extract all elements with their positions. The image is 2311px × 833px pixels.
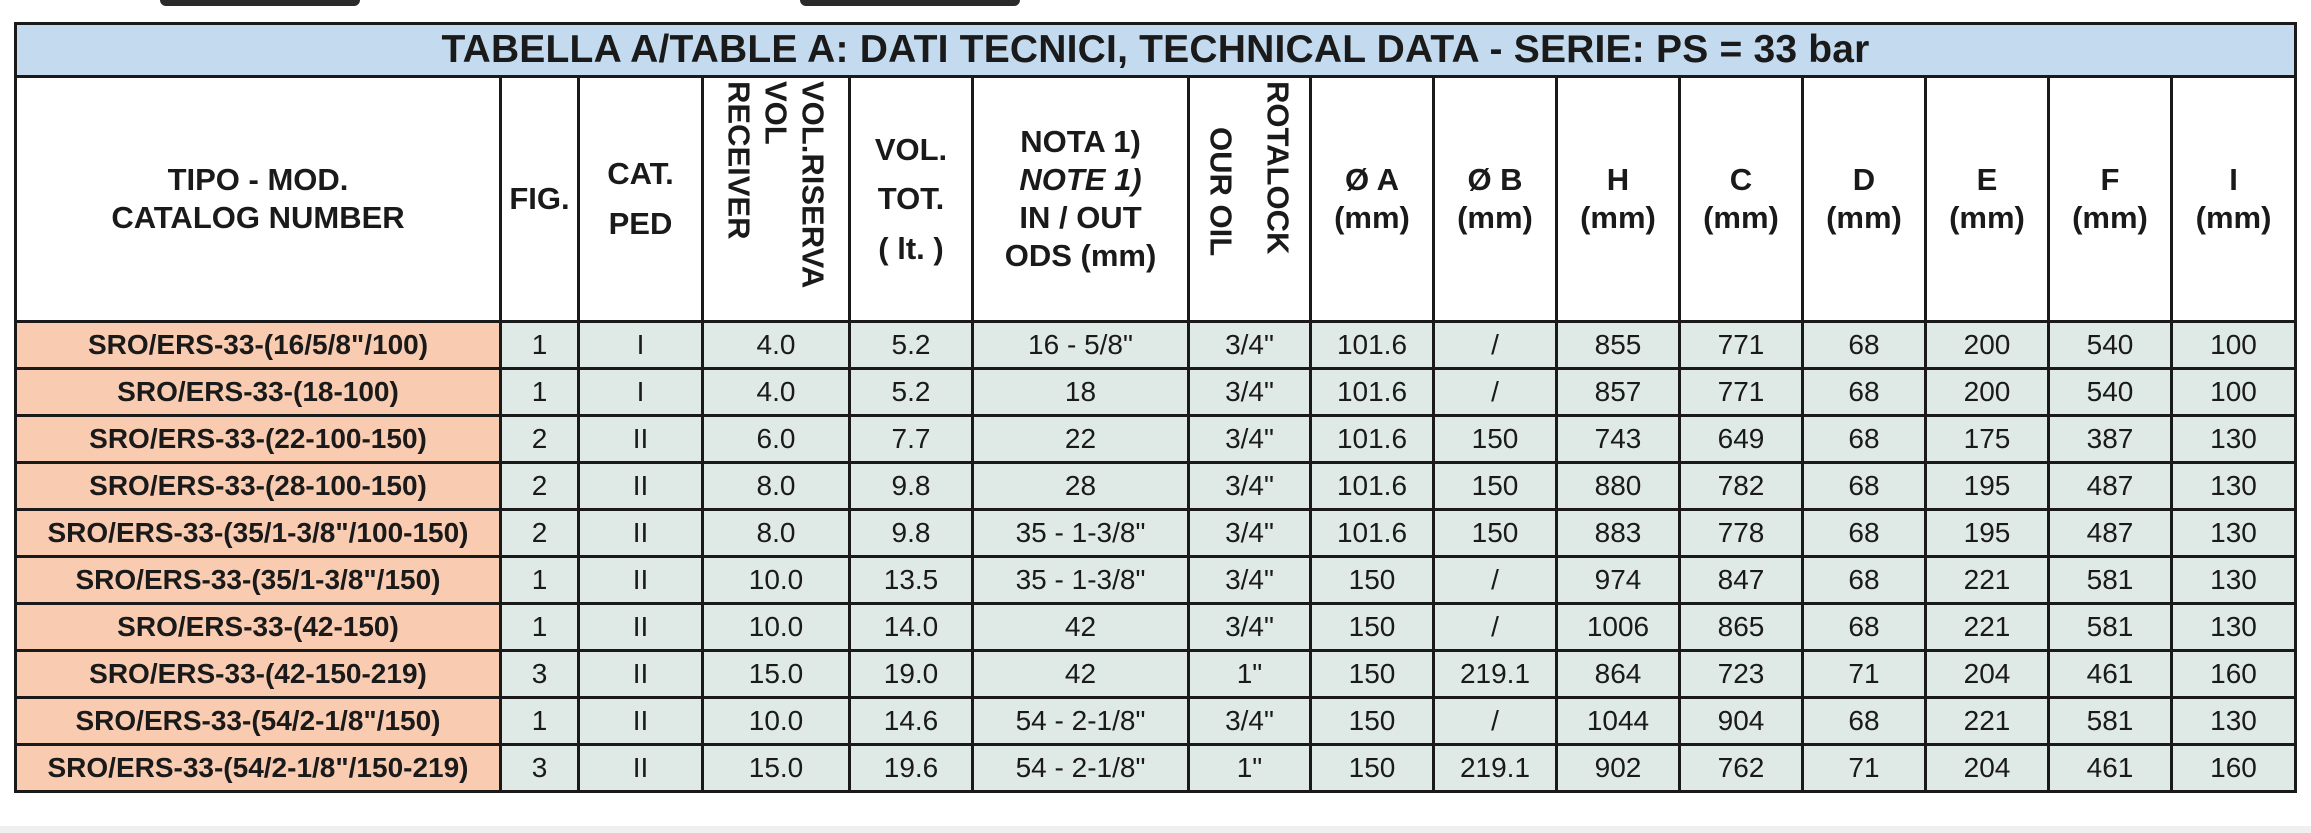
cell-d: 68 xyxy=(1803,369,1926,416)
header-nota-line4: ODS (mm) xyxy=(1004,237,1157,273)
header-d-line2: (mm) xyxy=(1826,200,1902,235)
cell-e: 204 xyxy=(1926,651,2049,698)
cell-rotalock: 3/4" xyxy=(1189,463,1311,510)
cell-d: 68 xyxy=(1803,698,1926,745)
header-vol-riserva-col1: VOL.RISERVA xyxy=(795,81,831,289)
cell-h: 974 xyxy=(1557,557,1680,604)
cell-e: 221 xyxy=(1926,698,2049,745)
cell-model: SRO/ERS-33-(22-100-150) xyxy=(16,416,501,463)
top-decoration-left xyxy=(160,0,360,6)
cell-ods: 35 - 1-3/8" xyxy=(973,510,1189,557)
cell-model: SRO/ERS-33-(28-100-150) xyxy=(16,463,501,510)
cell-ods: 35 - 1-3/8" xyxy=(973,557,1189,604)
cell-f: 487 xyxy=(2049,510,2172,557)
cell-rotalock: 3/4" xyxy=(1189,416,1311,463)
cell-h: 1006 xyxy=(1557,604,1680,651)
header-a-line2: (mm) xyxy=(1334,200,1410,235)
cell-dia-a: 101.6 xyxy=(1311,369,1434,416)
cell-ods: 42 xyxy=(973,604,1189,651)
cell-f: 461 xyxy=(2049,651,2172,698)
header-f-line1: F xyxy=(2100,162,2120,198)
cell-h: 743 xyxy=(1557,416,1680,463)
table-row xyxy=(16,322,2296,369)
cell-e: 195 xyxy=(1926,463,2049,510)
cell-fig: 1 xyxy=(501,369,579,416)
page-bottom-strip xyxy=(0,826,2311,833)
cell-ods: 54 - 2-1/8" xyxy=(973,745,1189,792)
table-row xyxy=(16,510,2296,557)
cell-ods: 54 - 2-1/8" xyxy=(973,698,1189,745)
cell-e: 195 xyxy=(1926,510,2049,557)
cell-fig: 2 xyxy=(501,416,579,463)
header-i xyxy=(2172,77,2296,322)
cell-h: 1044 xyxy=(1557,698,1680,745)
cell-model: SRO/ERS-33-(18-100) xyxy=(16,369,501,416)
header-a xyxy=(1311,77,1434,322)
cell-i: 100 xyxy=(2172,322,2296,369)
cell-c: 771 xyxy=(1680,369,1803,416)
cell-e: 200 xyxy=(1926,322,2049,369)
cell-f: 461 xyxy=(2049,745,2172,792)
header-e-line2: (mm) xyxy=(1949,200,2025,235)
table-row xyxy=(16,463,2296,510)
cell-rotalock: 1" xyxy=(1189,651,1311,698)
cell-dia-b: 150 xyxy=(1434,510,1557,557)
cell-e: 200 xyxy=(1926,369,2049,416)
cell-c: 649 xyxy=(1680,416,1803,463)
cell-h: 902 xyxy=(1557,745,1680,792)
cell-d: 71 xyxy=(1803,745,1926,792)
header-vol-riserva-col2: VOL xyxy=(758,81,794,145)
cell-c: 847 xyxy=(1680,557,1803,604)
cell-dia-b: 150 xyxy=(1434,463,1557,510)
cell-ods: 42 xyxy=(973,651,1189,698)
cell-cat: I xyxy=(579,369,703,416)
cell-dia-b: 150 xyxy=(1434,416,1557,463)
table-row xyxy=(16,651,2296,698)
header-fig: FIG. xyxy=(501,77,579,322)
cell-model: SRO/ERS-33-(54/2-1/8"/150-219) xyxy=(16,745,501,792)
title-row xyxy=(16,24,2296,77)
table-title: TABELLA A/TABLE A: DATI TECNICI, TECHNICAL DATA - SERIE: PS = 33 bar xyxy=(16,24,2296,77)
header-nota xyxy=(973,77,1189,322)
cell-model: SRO/ERS-33-(54/2-1/8"/150) xyxy=(16,698,501,745)
cell-model: SRO/ERS-33-(42-150) xyxy=(16,604,501,651)
header-d xyxy=(1803,77,1926,322)
cell-vol-riserva: 4.0 xyxy=(703,369,850,416)
header-i-line2: (mm) xyxy=(2195,200,2272,235)
cell-vol-riserva: 8.0 xyxy=(703,510,850,557)
header-rotalock-col2: OUR OIL xyxy=(1203,127,1239,257)
cell-cat: II xyxy=(579,651,703,698)
header-i-line1: I xyxy=(2229,162,2238,198)
header-nota-line1: NOTA 1) xyxy=(1020,124,1141,160)
cell-fig: 2 xyxy=(501,463,579,510)
cell-f: 540 xyxy=(2049,322,2172,369)
cell-dia-b: / xyxy=(1434,557,1557,604)
cell-dia-a: 101.6 xyxy=(1311,463,1434,510)
header-model xyxy=(16,77,501,322)
cell-dia-b: 219.1 xyxy=(1434,745,1557,792)
cell-vol-tot: 13.5 xyxy=(850,557,973,604)
cell-vol-tot: 19.6 xyxy=(850,745,973,792)
cell-rotalock: 3/4" xyxy=(1189,322,1311,369)
cell-c: 771 xyxy=(1680,322,1803,369)
header-e-line1: E xyxy=(1976,162,1998,198)
cell-h: 855 xyxy=(1557,322,1680,369)
cell-cat: II xyxy=(579,463,703,510)
header-rotalock-col1: ROTALOCK xyxy=(1260,81,1296,255)
cell-i: 130 xyxy=(2172,463,2296,510)
cell-f: 540 xyxy=(2049,369,2172,416)
cell-i: 130 xyxy=(2172,416,2296,463)
cell-dia-a: 101.6 xyxy=(1311,322,1434,369)
cell-d: 71 xyxy=(1803,651,1926,698)
cell-c: 762 xyxy=(1680,745,1803,792)
cell-cat: II xyxy=(579,745,703,792)
cell-d: 68 xyxy=(1803,416,1926,463)
cell-vol-riserva: 6.0 xyxy=(703,416,850,463)
cell-rotalock: 3/4" xyxy=(1189,604,1311,651)
header-c xyxy=(1680,77,1803,322)
header-f-line2: (mm) xyxy=(2072,200,2148,235)
cell-f: 581 xyxy=(2049,698,2172,745)
header-cat-line1: CAT. xyxy=(607,156,674,192)
cell-model: SRO/ERS-33-(35/1-3/8"/100-150) xyxy=(16,510,501,557)
cell-fig: 3 xyxy=(501,745,579,792)
cell-f: 487 xyxy=(2049,463,2172,510)
cell-ods: 28 xyxy=(973,463,1189,510)
header-rotalock xyxy=(1189,77,1311,322)
cell-i: 130 xyxy=(2172,510,2296,557)
cell-e: 175 xyxy=(1926,416,2049,463)
header-nota-line3: IN / OUT xyxy=(1019,200,1142,235)
cell-vol-riserva: 10.0 xyxy=(703,604,850,651)
cell-dia-b: / xyxy=(1434,698,1557,745)
cell-dia-b: / xyxy=(1434,322,1557,369)
cell-dia-a: 150 xyxy=(1311,557,1434,604)
cell-d: 68 xyxy=(1803,463,1926,510)
cell-vol-tot: 19.0 xyxy=(850,651,973,698)
cell-fig: 2 xyxy=(501,510,579,557)
cell-vol-riserva: 15.0 xyxy=(703,651,850,698)
cell-h: 880 xyxy=(1557,463,1680,510)
header-b-line1: Ø B xyxy=(1467,162,1523,198)
header-c-line2: (mm) xyxy=(1703,200,1779,235)
cell-vol-riserva: 10.0 xyxy=(703,698,850,745)
header-model-line1: TIPO - MOD. xyxy=(167,162,349,198)
table-row xyxy=(16,604,2296,651)
cell-model: SRO/ERS-33-(16/5/8"/100) xyxy=(16,322,501,369)
cell-cat: II xyxy=(579,557,703,604)
cell-fig: 1 xyxy=(501,557,579,604)
header-f xyxy=(2049,77,2172,322)
header-b xyxy=(1434,77,1557,322)
cell-rotalock: 3/4" xyxy=(1189,698,1311,745)
header-vol-riserva-col3: RECEIVER xyxy=(721,81,757,240)
cell-h: 864 xyxy=(1557,651,1680,698)
cell-d: 68 xyxy=(1803,322,1926,369)
header-vol-tot-line1: VOL. xyxy=(874,131,948,167)
header-c-line1: C xyxy=(1729,162,1753,198)
cell-cat: II xyxy=(579,698,703,745)
header-vol-tot xyxy=(850,77,973,322)
top-decoration-right xyxy=(800,0,1020,6)
table-row xyxy=(16,557,2296,604)
header-row xyxy=(16,77,2296,322)
cell-i: 160 xyxy=(2172,745,2296,792)
cell-vol-tot: 7.7 xyxy=(850,416,973,463)
cell-dia-a: 150 xyxy=(1311,604,1434,651)
cell-h: 883 xyxy=(1557,510,1680,557)
cell-dia-b: / xyxy=(1434,369,1557,416)
cell-vol-tot: 9.8 xyxy=(850,463,973,510)
header-b-line2: (mm) xyxy=(1457,200,1533,235)
cell-vol-tot: 9.8 xyxy=(850,510,973,557)
cell-d: 68 xyxy=(1803,604,1926,651)
cell-vol-tot: 5.2 xyxy=(850,369,973,416)
header-h-line1: H xyxy=(1606,162,1630,198)
table-body xyxy=(16,322,2296,792)
header-vol-tot-line2: TOT. xyxy=(877,181,945,217)
cell-d: 68 xyxy=(1803,557,1926,604)
header-h xyxy=(1557,77,1680,322)
header-cat xyxy=(579,77,703,322)
cell-e: 204 xyxy=(1926,745,2049,792)
cell-cat: II xyxy=(579,604,703,651)
header-a-line1: Ø A xyxy=(1345,162,1399,198)
cell-dia-a: 150 xyxy=(1311,698,1434,745)
cell-h: 857 xyxy=(1557,369,1680,416)
cell-rotalock: 3/4" xyxy=(1189,510,1311,557)
technical-data-table xyxy=(14,22,2297,793)
header-nota-line2: NOTE 1) xyxy=(1019,162,1142,198)
cell-cat: II xyxy=(579,510,703,557)
header-d-line1: D xyxy=(1852,162,1876,198)
cell-vol-riserva: 4.0 xyxy=(703,322,850,369)
cell-e: 221 xyxy=(1926,557,2049,604)
cell-i: 100 xyxy=(2172,369,2296,416)
cell-cat: II xyxy=(579,416,703,463)
cell-f: 581 xyxy=(2049,557,2172,604)
header-vol-riserva xyxy=(703,77,850,322)
header-h-line2: (mm) xyxy=(1580,200,1656,235)
table-row xyxy=(16,745,2296,792)
cell-i: 130 xyxy=(2172,604,2296,651)
cell-c: 723 xyxy=(1680,651,1803,698)
cell-e: 221 xyxy=(1926,604,2049,651)
cell-rotalock: 3/4" xyxy=(1189,369,1311,416)
cell-fig: 1 xyxy=(501,698,579,745)
cell-rotalock: 3/4" xyxy=(1189,557,1311,604)
cell-f: 387 xyxy=(2049,416,2172,463)
cell-vol-riserva: 10.0 xyxy=(703,557,850,604)
cell-c: 778 xyxy=(1680,510,1803,557)
cell-f: 581 xyxy=(2049,604,2172,651)
cell-dia-b: / xyxy=(1434,604,1557,651)
cell-cat: I xyxy=(579,322,703,369)
header-e xyxy=(1926,77,2049,322)
cell-c: 865 xyxy=(1680,604,1803,651)
header-model-line2: CATALOG NUMBER xyxy=(111,200,405,235)
cell-ods: 16 - 5/8" xyxy=(973,322,1189,369)
cell-i: 130 xyxy=(2172,557,2296,604)
header-vol-tot-line3: ( lt. ) xyxy=(878,230,944,266)
cell-fig: 1 xyxy=(501,322,579,369)
cell-dia-a: 101.6 xyxy=(1311,510,1434,557)
cell-model: SRO/ERS-33-(42-150-219) xyxy=(16,651,501,698)
header-cat-line2: PED xyxy=(608,206,673,241)
cell-rotalock: 1" xyxy=(1189,745,1311,792)
cell-fig: 1 xyxy=(501,604,579,651)
table-row xyxy=(16,698,2296,745)
cell-dia-a: 150 xyxy=(1311,651,1434,698)
table-row xyxy=(16,369,2296,416)
cell-c: 782 xyxy=(1680,463,1803,510)
cell-vol-riserva: 8.0 xyxy=(703,463,850,510)
cell-model: SRO/ERS-33-(35/1-3/8"/150) xyxy=(16,557,501,604)
cell-dia-a: 101.6 xyxy=(1311,416,1434,463)
cell-dia-a: 150 xyxy=(1311,745,1434,792)
cell-vol-tot: 5.2 xyxy=(850,322,973,369)
cell-fig: 3 xyxy=(501,651,579,698)
cell-ods: 22 xyxy=(973,416,1189,463)
cell-ods: 18 xyxy=(973,369,1189,416)
table-row xyxy=(16,416,2296,463)
cell-vol-riserva: 15.0 xyxy=(703,745,850,792)
cell-vol-tot: 14.0 xyxy=(850,604,973,651)
cell-c: 904 xyxy=(1680,698,1803,745)
cell-d: 68 xyxy=(1803,510,1926,557)
cell-i: 160 xyxy=(2172,651,2296,698)
cell-dia-b: 219.1 xyxy=(1434,651,1557,698)
cell-i: 130 xyxy=(2172,698,2296,745)
cell-vol-tot: 14.6 xyxy=(850,698,973,745)
